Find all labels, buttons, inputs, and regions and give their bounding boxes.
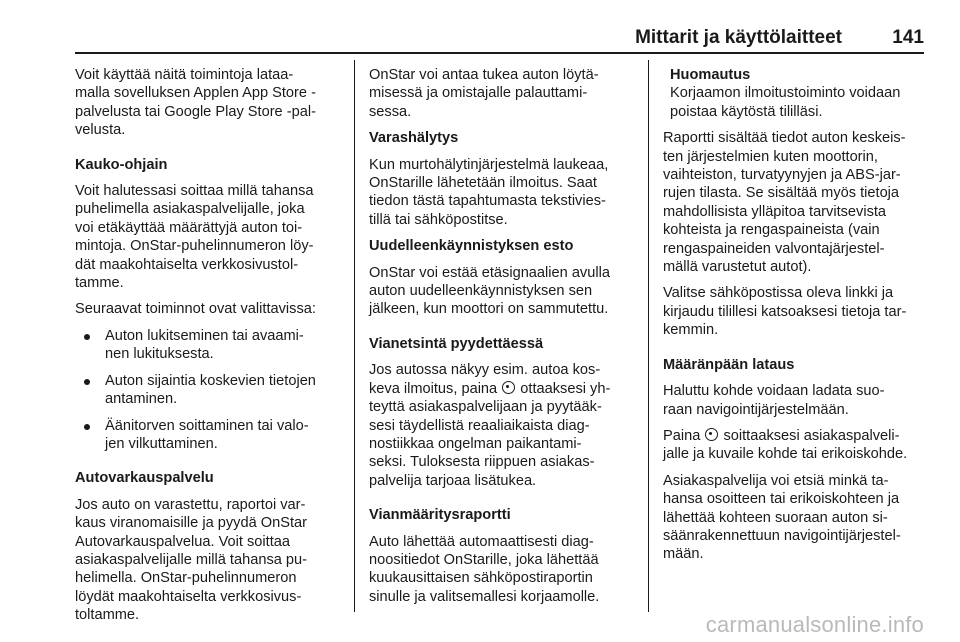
column-2 bbox=[369, 66, 637, 614]
press-instruction bbox=[663, 427, 933, 464]
list-item bbox=[75, 327, 345, 364]
list-item-text: Äänitorven soittaminen tai valo- jen vilkuttaminen. bbox=[105, 417, 309, 452]
bullet-icon bbox=[84, 379, 90, 385]
vehicle-theft-heading: Autovarkauspalvelu bbox=[75, 470, 214, 487]
page-number: 141 bbox=[892, 27, 924, 48]
vehicle-theft-text: Jos auto on varastettu, raportoi var- kaus viranomaisille ja pyydä OnStar Autovarkauspalvelua. Voit soittaa asiakaspalvelijalle millä tahansa pu- helimella. OnStar-puhelinnumeron löydät maakohtaiselta verkkosivus- toltamme. bbox=[75, 496, 308, 624]
report-info-text: Raportti sisältää tiedot auton keskeis- ten järjestelmien kuten moottorin, vaihteiston, turvatyynyjen ja ABS-jar- rujen tilasta. Se sisältää myös tietoja mahdollisista ylläpitoa tarvitsevista kohteista ja rengaspaineista (vain rengaspaineiden valvontajärjestel- mällä varustetut autot). bbox=[663, 130, 906, 276]
page-title: Mittarit ja käyttölaitteet bbox=[635, 27, 842, 48]
press-text-b: soittaaksesi asiakaspalveli- jalle ja kuvaile kohde tai erikoiskohde. bbox=[663, 427, 908, 463]
intro-paragraph: Voit käyttää näitä toimintoja lataa- malla sovelluksen Applen App Store - palvelusta tai Google Play Store -pal- velusta. bbox=[75, 67, 316, 139]
page-header bbox=[75, 22, 924, 54]
diagnostic-report-text: Auto lähettää automaattisesti diag- noositiedot OnStarille, joka lähettää kuukausittaisen sähköpostiraportin sinulle ja valitsemallesi korjaamolle. bbox=[369, 533, 600, 605]
link-info-text: Valitse sähköpostissa oleva linkki ja kirjaudu tilillesi katsoaksesi tietoja tar- kemmin. bbox=[663, 285, 907, 339]
diagnostic-report-heading: Vianmääritysraportti bbox=[369, 507, 511, 524]
onstar-button-icon bbox=[705, 428, 718, 441]
list-item bbox=[75, 417, 345, 454]
diagnostics-heading: Vianetsintä pyydettäessä bbox=[369, 335, 544, 352]
bullet-icon bbox=[84, 334, 90, 340]
restart-block-text: OnStar voi estää etäsignaalien avulla auton uudelleenkäynnistyksen sen jälkeen, kun moottori on sammutettu. bbox=[369, 264, 610, 318]
destination-download-heading: Määränpään lataus bbox=[663, 356, 795, 373]
press-text-a: Paina bbox=[663, 427, 701, 444]
remote-control-text: Voit halutessasi soittaa millä tahansa puhelimella asiakaspalvelijalle, joka voi etäkäyttää määrättyjä auton toi- mintoja. OnStar-puhelinnumeron löy- dät maakohtaiselta verkkosivustol- tamme. bbox=[75, 183, 314, 292]
diagnostics-text-a: Jos autossa näkyy esim. autoa kos- keva ilmoitus, paina bbox=[369, 362, 601, 397]
note-box bbox=[663, 66, 933, 121]
column-1 bbox=[75, 66, 345, 633]
final-paragraph: Asiakaspalvelija voi etsiä minkä ta- hansa osoitteen tai erikoiskohteen ja lähettää kohteen suoraan auton si- säänrakennettuun navigointijärjestel- mään. bbox=[663, 472, 901, 563]
restart-block-heading: Uudelleenkäynnistyksen esto bbox=[369, 238, 574, 255]
list-item-text: Auton sijaintia koskevien tietojen antaminen. bbox=[105, 372, 316, 408]
list-intro: Seuraavat toiminnot ovat valittavissa: bbox=[75, 301, 316, 318]
onstar-button-icon bbox=[502, 381, 515, 394]
note-heading: Huomautus bbox=[670, 67, 751, 83]
bullet-icon bbox=[84, 424, 90, 430]
recovery-intro: OnStar voi antaa tukea auton löytä- misessä ja omistajalle palauttami- sessa. bbox=[369, 67, 599, 120]
diagnostics-text-b: ottaaksesi yh- teyttä asiakaspalvelijaan ja pyytääk- sesi täydellistä reaaliaikaista diag- nostiikkaa ongelman paikantami- seksi. Tuloksesta riippuen asiakas- palvelija tarjoaa lisätukea. bbox=[369, 380, 611, 489]
theft-alarm-text: Kun murtohälytinjärjestelmä laukeaa, OnStarille lähetetään ilmoitus. Saat tiedon tästä tapahtumasta tekstivies- tillä tai sähköpostitse. bbox=[369, 156, 609, 228]
list-item-text: Auton lukitseminen tai avaami- nen lukituksesta. bbox=[105, 327, 304, 363]
column-divider-left bbox=[354, 60, 355, 612]
feature-list bbox=[75, 327, 345, 453]
remote-control-heading: Kauko-ohjain bbox=[75, 156, 168, 173]
diagnostics-text bbox=[369, 361, 637, 490]
watermark: carmanualsonline.info bbox=[705, 612, 924, 637]
list-item bbox=[75, 372, 345, 409]
theft-alarm-heading: Varashälytys bbox=[369, 130, 459, 147]
note-text: Korjaamon ilmoitustoiminto voidaan poistaa käytöstä tililläsi. bbox=[670, 85, 901, 120]
column-divider-right bbox=[648, 60, 649, 612]
destination-download-text: Haluttu kohde voidaan ladata suo- raan navigointijärjestelmään. bbox=[663, 383, 885, 418]
column-3 bbox=[663, 66, 933, 572]
